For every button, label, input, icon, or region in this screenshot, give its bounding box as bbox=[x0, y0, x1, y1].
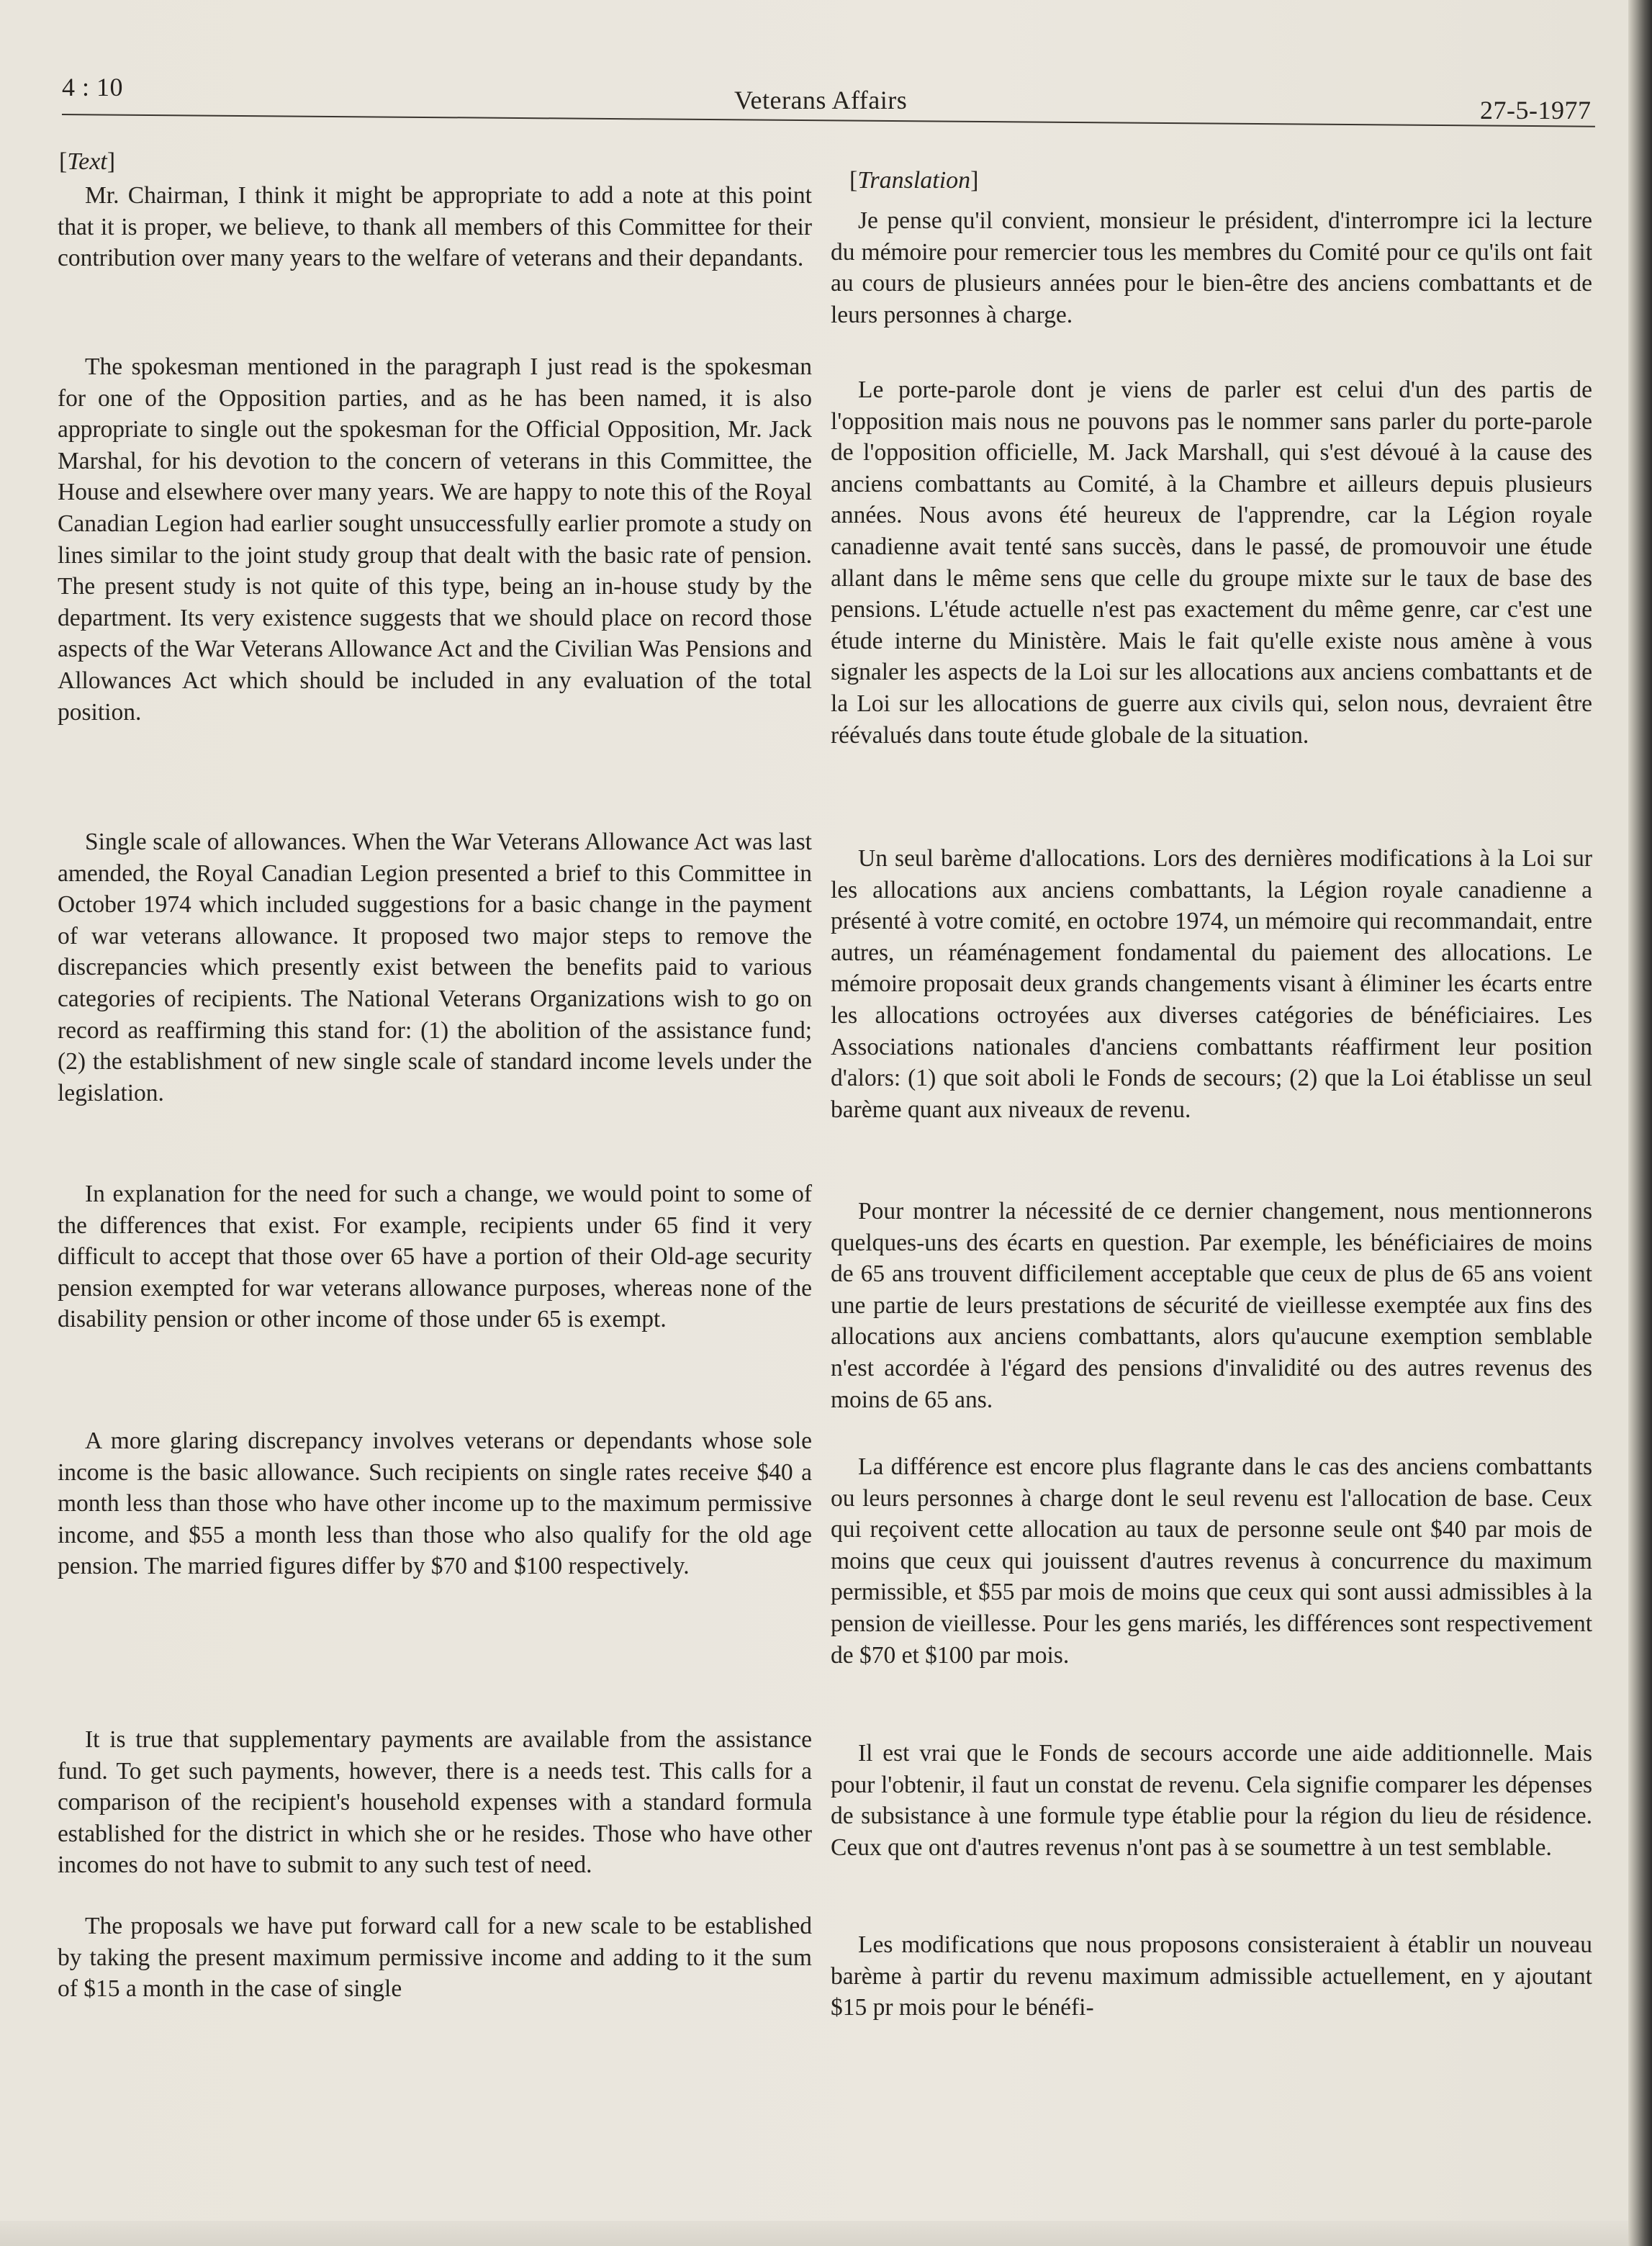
right-paragraph-5: La différence est encore plus flagrante dans le cas des anciens combattants ou leurs personnes à charge dont le seul revenu est l'allocation de base. Ceux qui reçoivent cette allocation au taux de personne seule ont $40 par mois de moins que ceux qui jouissent d'autres revenus à concurrence du maximum permissible, et $55 par mois de moins que ceux qui sont aussi admissibles à la pension de vieillesse. Pour les gens mariés, les différences sont respectivement de $70 et $100 par mois. bbox=[831, 1453, 1592, 1669]
left-paragraph-4: In explanation for the need for such a change, we would point to some of the differences that exist. For example, recipients under 65 find it very difficult to accept that those over 65 have a portion of their Old-age security pension exempted for war veterans allowance purposes, whereas none of the disability pension or other income of those under 65 is exempt. bbox=[58, 1181, 812, 1333]
left-paragraph-1: Mr. Chairman, I think it might be appropriate to add a note at this point that it is proper, we believe, to thank all members of this Committee for their contribution over many years to the welfare of veterans and their depandants. bbox=[58, 182, 812, 272]
right-paragraph-1: Je pense qu'il convient, monsieur le président, d'interrompre ici la lecture du mémoire pour remercier tous les membres du Comité pour ce qu'ils ont fait au cours de plusieurs années pour le bien-être des anciens combattants et de leurs personnes à charge. bbox=[831, 207, 1592, 328]
text-label: [Text] bbox=[59, 148, 116, 175]
page-binding-edge bbox=[1628, 0, 1652, 2246]
right-paragraph-2: Le porte-parole dont je viens de parler est celui d'un des partis de l'opposition mais nous ne pouvons pas le nommer sans parler du porte-parole de l'opposition officielle, M. Jack Marshall, qui s'est dévoué à la cause des anciens combattants au Comité, à la Chambre et ailleurs depuis plusieurs années. Nous avons été heureux de l'apprendre, car la Légion royale canadienne avait tenté sans succès, dans le passé, de promouvoir une étude allant dans le même sens que celle du groupe mixte sur le taux de base des pensions. L'étude actuelle n'est pas exactement du même genre, car c'est une étude interne du Ministère. Mais le fait qu'elle existe nous amène à vous signaler les aspects de la Loi sur les allocations aux anciens combattants et de la Loi sur les allocations de guerre aux civils qui, selon nous, devraient être réévalués dans toute étude globale de la situation. bbox=[831, 376, 1592, 749]
left-paragraph-7: The proposals we have put forward call for a new scale to be established by taking the present maximum permissive income and adding to it the sum of $15 a month in the case of single bbox=[58, 1913, 812, 2003]
text-label-word: Text bbox=[67, 148, 107, 175]
left-paragraph-2: The spokesman mentioned in the paragraph I just read is the spokesman for one of the Opposition parties, and as he has been named, it is also appropriate to single out the spokesman for the Official Opposition, Mr. Jack Marshal, for his devotion to the concern of veterans in this Committee, the House and elsewhere over many years. We are happy to note this of the Royal Canadian Legion had earlier sought unsuccessfully earlier promote a study on lines similar to the joint study group that dealt with the basic rate of pension. The present study is not quite of this type, being an in-house study by the department. Its very existence suggests that we should place on record those aspects of the War Veterans Allowance Act and the Civilian Was Pensions and Allowances Act which should be included in any evaluation of the total position. bbox=[58, 353, 812, 726]
right-paragraph-6: Il est vrai que le Fonds de secours accorde une aide additionnelle. Mais pour l'obtenir, il faut un constat de revenu. Cela signifie comparer les dépenses de subsistance à une formule type établie pour la région du lieu de résidence. Ceux que ont d'autres revenus n'ont pas à se soumettre à un test semblable. bbox=[831, 1740, 1592, 1861]
translation-label: [Translation] bbox=[849, 167, 979, 194]
left-paragraph-3: Single scale of allowances. When the War Veterans Allowance Act was last amended, the Royal Canadian Legion presented a brief to this Committee in October 1974 which included suggestions for a basic change in the payment of war veterans allowance. It proposed two major steps to remove the discrepancies which presently exist between the benefits paid to various categories of recipients. The National Veterans Organizations wish to go on record as reaffirming this stand for: (1) the abolition of the assistance fund; (2) the establishment of new single scale of standard income levels under the legislation. bbox=[58, 829, 812, 1106]
running-title: Veterans Affairs bbox=[734, 86, 908, 114]
header-rule bbox=[62, 114, 1595, 127]
page-date: 27-5-1977 bbox=[1480, 96, 1592, 125]
right-paragraph-3: Un seul barème d'allocations. Lors des dernières modifications à la Loi sur les allocations aux anciens combattants, la Légion royale canadienne a présenté à votre comité, en octobre 1974, un mémoire qui recommandait, entre autres, un réaménagement fondamental du paiement des allocations. Le mémoire proposait deux grands changements visant à éliminer les écarts entre les allocations octroyées aux diverses catégories de bénéficiaires. Les Associations nationales d'anciens combattants réaffirment leur position d'alors: (1) que soit aboli le Fonds de secours; (2) que la Loi établisse un seul barème quant aux niveaux de revenu. bbox=[831, 845, 1592, 1123]
right-paragraph-7: Les modifications que nous proposons consisteraient à établir un nouveau barème à partir du revenu maximum admissible actuellement, en y ajoutant $15 pr mois pour le bénéfi- bbox=[831, 1931, 1592, 2021]
page-bottom-edge bbox=[0, 2221, 1628, 2246]
left-paragraph-6: It is true that supplementary payments are available from the assistance fund. To get such payments, however, there is a needs test. This calls for a comparison of the recipient's household expenses with a standard formula established for the district in which she or he resides. Those who have other incomes do not have to submit to any such test of need. bbox=[58, 1726, 812, 1879]
right-paragraph-4: Pour montrer la nécessité de ce dernier changement, nous mentionnerons quelques-uns des écarts en question. Par exemple, les bénéficiaires de moins de 65 ans trouvent difficilement acceptable que ceux de plus de 65 ans voient une partie de leurs prestations de sécurité de vieillesse exemptée aux fins des allocations aux anciens combattants, alors qu'aucune exemption semblable n'est accordée à l'égard des pensions d'invalidité ou des autres revenus des moins de 65 ans. bbox=[831, 1198, 1592, 1413]
left-paragraph-5: A more glaring discrepancy involves veterans or dependants whose sole income is the basic allowance. Such recipients on single rates receive $40 a month less than those who have other income up to the maximum permissive income, and $55 a month less than those who also qualify for the old age pension. The married figures differ by $70 and $100 respectively. bbox=[58, 1428, 812, 1580]
translation-label-word: Translation bbox=[857, 167, 971, 194]
page-number: 4 : 10 bbox=[62, 73, 124, 102]
